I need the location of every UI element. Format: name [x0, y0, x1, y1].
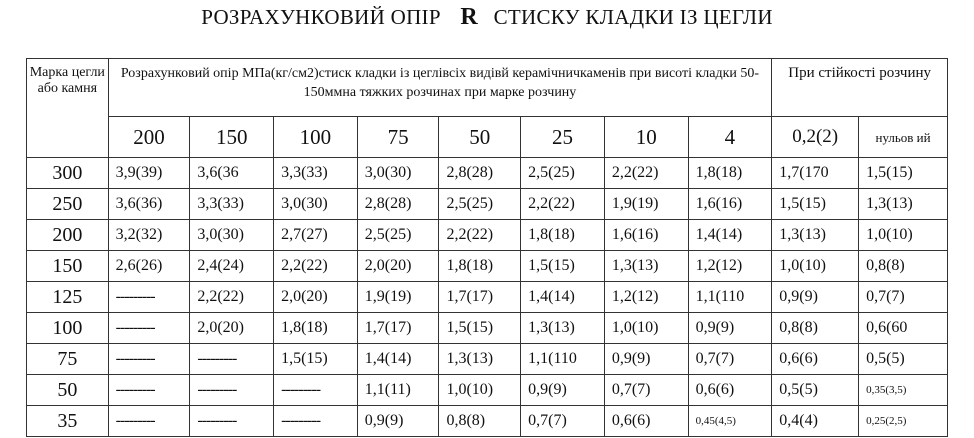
header-row-grades	[27, 117, 948, 158]
value-cell: 0,7(7)	[688, 344, 772, 375]
value-cell: 1,0(10)	[604, 313, 688, 344]
value-cell: 0,9(9)	[521, 375, 605, 406]
value-cell: ---------	[108, 313, 190, 344]
value-cell: 3,6(36	[190, 158, 274, 189]
value-cell: 3,3(33)	[274, 158, 358, 189]
value-cell: 3,0(30)	[274, 189, 358, 220]
value-cell: ---------	[108, 282, 190, 313]
value-cell: 0,7(7)	[859, 282, 948, 313]
value-cell: 2,5(25)	[439, 189, 521, 220]
value-cell: 0,7(7)	[521, 406, 605, 437]
table-row	[27, 344, 948, 375]
value-cell: ---------	[190, 406, 274, 437]
mortar-grade-header: 4	[688, 117, 772, 158]
mortar-grade-header: 75	[357, 117, 439, 158]
value-cell: 1,7(170	[772, 158, 859, 189]
value-cell: 0,9(9)	[357, 406, 439, 437]
value-cell: ---------	[274, 406, 358, 437]
value-cell: 1,5(15)	[439, 313, 521, 344]
value-cell: ---------	[190, 375, 274, 406]
value-cell: 1,5(15)	[859, 158, 948, 189]
value-cell: 2,5(25)	[357, 220, 439, 251]
value-cell: 0,9(9)	[604, 344, 688, 375]
table-row	[27, 251, 948, 282]
title-suffix: СТИСКУ КЛАДКИ ІЗ ЦЕГЛИ	[493, 5, 773, 29]
value-cell: 0,9(9)	[772, 282, 859, 313]
value-cell: 0,7(7)	[604, 375, 688, 406]
value-cell: 1,8(18)	[274, 313, 358, 344]
brick-grade-cell: 250	[27, 189, 109, 220]
resistance-table	[26, 58, 948, 437]
value-cell: 1,8(18)	[439, 251, 521, 282]
value-cell: 0,8(8)	[772, 313, 859, 344]
value-cell: 0,8(8)	[859, 251, 948, 282]
value-cell: 1,1(11)	[357, 375, 439, 406]
value-cell: 1,0(10)	[772, 251, 859, 282]
value-cell: 2,7(27)	[274, 220, 358, 251]
value-cell: 1,2(12)	[604, 282, 688, 313]
value-cell: 1,1(110	[521, 344, 605, 375]
value-cell: 1,0(10)	[439, 375, 521, 406]
header-row-top	[27, 59, 948, 117]
mortar-grade-header: 150	[190, 117, 274, 158]
value-cell: 2,2(22)	[521, 189, 605, 220]
table-row	[27, 313, 948, 344]
brick-grade-cell: 125	[27, 282, 109, 313]
value-cell: 0,6(6)	[688, 375, 772, 406]
value-cell: 2,8(28)	[439, 158, 521, 189]
value-cell: 0,45(4,5)	[688, 406, 772, 437]
brick-grade-cell: 50	[27, 375, 109, 406]
value-cell: 2,2(22)	[439, 220, 521, 251]
value-cell: 2,6(26)	[108, 251, 190, 282]
value-cell: 0,4(4)	[772, 406, 859, 437]
value-cell: 1,2(12)	[688, 251, 772, 282]
title-prefix: РОЗРАХУНКОВИЙ ОПІР	[201, 5, 441, 29]
value-cell: 1,5(15)	[772, 189, 859, 220]
value-cell: 1,8(18)	[521, 220, 605, 251]
value-cell: ---------	[108, 344, 190, 375]
stability-grade-header: 0,2(2)	[772, 117, 859, 158]
value-cell: 0,6(6)	[772, 344, 859, 375]
value-cell: 3,0(30)	[357, 158, 439, 189]
value-cell: 1,8(18)	[688, 158, 772, 189]
brick-grade-header: Марка цегли або камня	[27, 59, 109, 158]
value-cell: 1,3(13)	[772, 220, 859, 251]
value-cell: 2,2(22)	[604, 158, 688, 189]
value-cell: 1,4(14)	[521, 282, 605, 313]
table-row	[27, 158, 948, 189]
value-cell: 3,2(32)	[108, 220, 190, 251]
value-cell: 2,0(20)	[357, 251, 439, 282]
brick-grade-cell: 35	[27, 406, 109, 437]
table-row	[27, 282, 948, 313]
value-cell: 2,0(20)	[274, 282, 358, 313]
table-row	[27, 189, 948, 220]
mortar-grade-header: 100	[274, 117, 358, 158]
value-cell: 1,3(13)	[604, 251, 688, 282]
value-cell: 1,5(15)	[521, 251, 605, 282]
value-cell: 2,5(25)	[521, 158, 605, 189]
value-cell: 0,25(2,5)	[859, 406, 948, 437]
page-title	[0, 4, 974, 31]
value-cell: 2,0(20)	[190, 313, 274, 344]
mortar-grade-header: 10	[604, 117, 688, 158]
stability-header: При стійкості розчину	[772, 59, 948, 117]
value-cell: 3,6(36)	[108, 189, 190, 220]
value-cell: 2,2(22)	[274, 251, 358, 282]
value-cell: 1,6(16)	[688, 189, 772, 220]
title-symbol: R	[460, 4, 479, 30]
table-row	[27, 375, 948, 406]
value-cell: 2,4(24)	[190, 251, 274, 282]
value-cell: 1,9(19)	[604, 189, 688, 220]
value-cell: 3,0(30)	[190, 220, 274, 251]
value-cell: 3,9(39)	[108, 158, 190, 189]
value-cell: ---------	[108, 375, 190, 406]
stability-grade-header: нульов ий	[859, 117, 948, 158]
value-cell: 1,7(17)	[357, 313, 439, 344]
value-cell: ---------	[274, 375, 358, 406]
brick-grade-cell: 200	[27, 220, 109, 251]
value-cell: 1,4(14)	[357, 344, 439, 375]
value-cell: 0,5(5)	[859, 344, 948, 375]
value-cell: 2,2(22)	[190, 282, 274, 313]
value-cell: 0,8(8)	[439, 406, 521, 437]
value-cell: 1,1(110	[688, 282, 772, 313]
value-cell: ---------	[108, 406, 190, 437]
value-cell: 1,5(15)	[274, 344, 358, 375]
value-cell: 1,3(13)	[859, 189, 948, 220]
mortar-grade-header: 200	[108, 117, 190, 158]
value-cell: 1,0(10)	[859, 220, 948, 251]
value-cell: 1,4(14)	[688, 220, 772, 251]
description-header: Розрахунковий опір МПа(кг/см2)стиск кладки із цеглівсіх видівй керамічничкаменів при висоті кладки 50-150ммна тяжких розчинах при марке розчину	[108, 59, 772, 117]
value-cell: 0,5(5)	[772, 375, 859, 406]
value-cell: ---------	[190, 344, 274, 375]
value-cell: 3,3(33)	[190, 189, 274, 220]
value-cell: 1,3(13)	[439, 344, 521, 375]
value-cell: 0,6(60	[859, 313, 948, 344]
value-cell: 0,6(6)	[604, 406, 688, 437]
brick-grade-cell: 75	[27, 344, 109, 375]
brick-grade-cell: 100	[27, 313, 109, 344]
mortar-grade-header: 25	[521, 117, 605, 158]
value-cell: 0,35(3,5)	[859, 375, 948, 406]
table-row	[27, 406, 948, 437]
mortar-grade-header: 50	[439, 117, 521, 158]
value-cell: 1,9(19)	[357, 282, 439, 313]
value-cell: 2,8(28)	[357, 189, 439, 220]
value-cell: 1,6(16)	[604, 220, 688, 251]
brick-grade-cell: 150	[27, 251, 109, 282]
brick-grade-cell: 300	[27, 158, 109, 189]
value-cell: 1,7(17)	[439, 282, 521, 313]
table-row	[27, 220, 948, 251]
value-cell: 1,3(13)	[521, 313, 605, 344]
value-cell: 0,9(9)	[688, 313, 772, 344]
